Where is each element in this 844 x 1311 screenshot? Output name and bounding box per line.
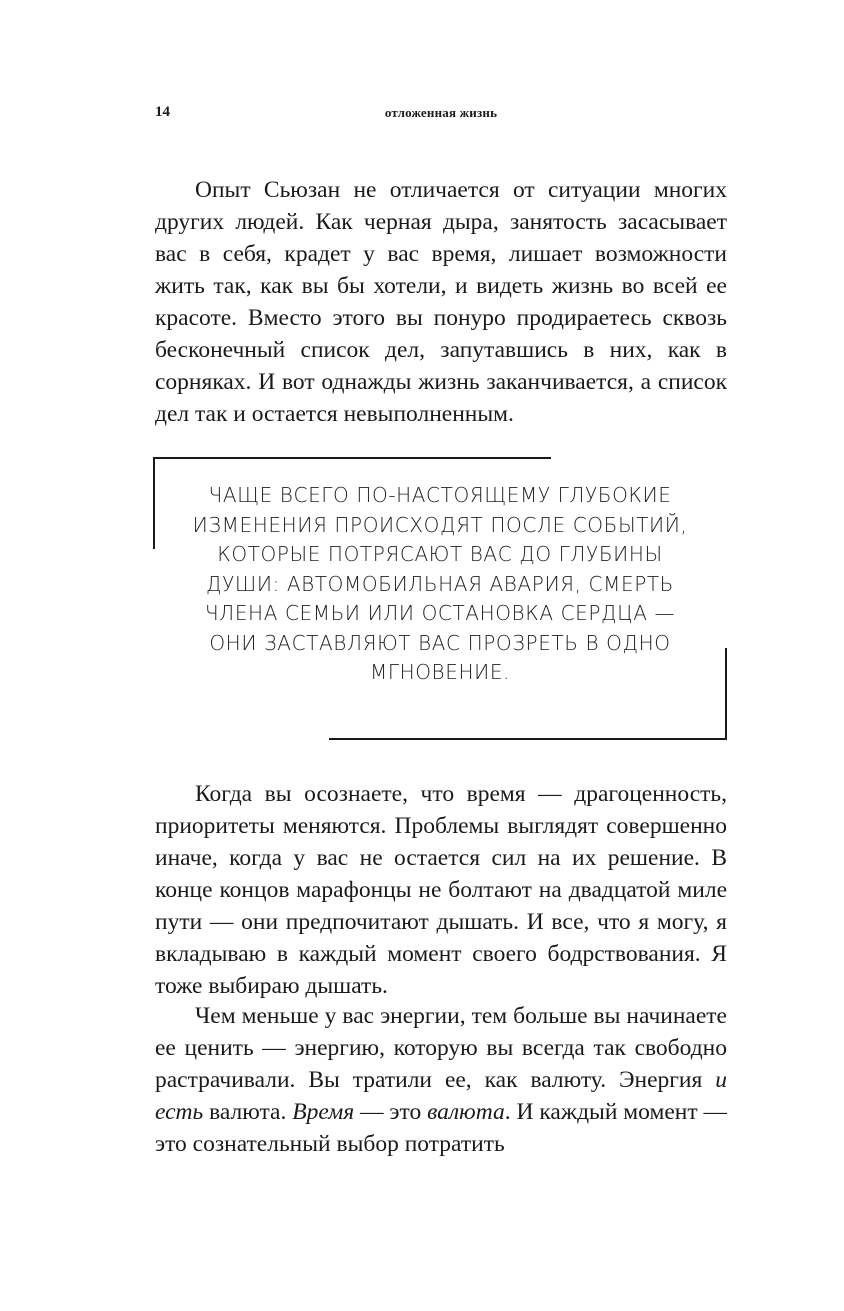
page-header: [155, 104, 727, 126]
paragraph-3: [155, 1000, 727, 1160]
paragraph-1: Опыт Сьюзан не отличается от ситуации многих других людей. Как черная дыра, занятость засасывает вас в себя, крадет у вас время, лишает возможности жить так, как вы бы хотели, и видеть жизнь во всей ее красоте. Вместо этого вы понуро продираетесь сквозь бесконечный список дел, запутавшись в них, как в сорняках. И вот однажды жизнь заканчивается, а список дел так и остается невыполненным.: [155, 177, 727, 427]
quote-frame-right: [725, 648, 727, 740]
paragraph-3-part-1: Чем меньше у вас энергии, тем больше вы начинаете ее ценить — энергию, которую вы всегда так свободно растрачивали. Вы тратили ее, как валюту. Энергия: [155, 1003, 727, 1093]
emphasis-time: Время: [292, 1099, 355, 1125]
emphasis-currency: валюта: [427, 1099, 505, 1125]
quote-frame-left: [153, 457, 155, 549]
quote-frame-bottom: [329, 738, 727, 740]
pull-quote: [153, 457, 727, 740]
paragraph-2: Когда вы осознаете, что время — драгоценность, приоритеты меняются. Проблемы выглядят совершенно иначе, когда у вас не остается сил на их решение. В конце концов марафонцы не болтают на двадцатой миле пути — они предпочитают дышать. И все, что я могу, я вкладываю в каждый момент своего бодрствования. Я тоже выбираю дышать.: [155, 781, 727, 999]
paragraph-3-part-4: . И каждый момент — это сознательный выбор потратить: [155, 1099, 728, 1157]
quote-frame-top: [153, 457, 551, 459]
running-title: отложенная жизнь: [384, 105, 498, 120]
pull-quote-text: ЧАЩЕ ВСЕГО ПО-НАСТОЯЩЕМУ ГЛУБОКИЕ ИЗМЕНЕНИЯ ПРОИСХОДЯТ ПОСЛЕ СОБЫТИЙ, КОТОРЫЕ ПОТРЯСАЮТ ВАС ДО ГЛУБИНЫ ДУШИ: АВТОМОБИЛЬНАЯ АВАРИЯ, СМЕРТЬ ЧЛЕНА СЕМЬИ ИЛИ ОСТАНОВКА СЕРДЦА — ОНИ ЗАСТАВЛЯЮТ ВАС ПРОЗРЕТЬ В ОДНО МГНОВЕНИЕ.: [192, 483, 688, 684]
paragraph-3-part-3: — это: [354, 1099, 428, 1125]
paragraph-3-part-2: валюта.: [203, 1099, 293, 1125]
emphasis-and-is: и есть: [155, 1067, 727, 1125]
page-number: 14: [155, 104, 170, 120]
